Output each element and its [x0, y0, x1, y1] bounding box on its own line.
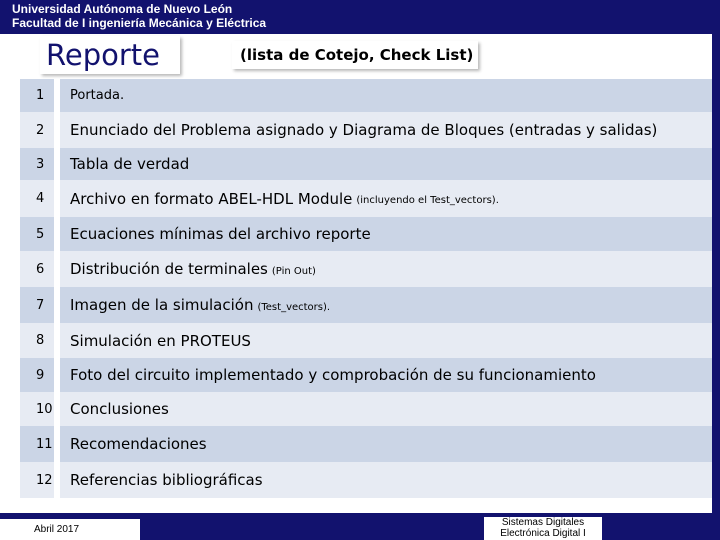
row-description [70, 251, 316, 287]
row-number: 7 [36, 297, 45, 313]
checklist-row [20, 392, 712, 426]
row-number: 12 [36, 472, 53, 488]
row-text: Tabla de verdad [70, 155, 190, 173]
row-number: 10 [36, 401, 53, 417]
checklist-row [20, 323, 712, 358]
checklist-row [20, 79, 712, 112]
row-description [70, 392, 169, 426]
footer-date: Abril 2017 [34, 524, 80, 535]
row-description [70, 426, 207, 462]
row-number: 2 [36, 122, 45, 138]
row-description [70, 79, 124, 112]
row-number: 3 [36, 156, 45, 172]
row-description [70, 112, 657, 148]
checklist-row [20, 462, 712, 498]
row-number: 6 [36, 261, 45, 277]
checklist-row [20, 217, 712, 251]
page-title: Reporte [46, 38, 160, 72]
right-stripe [712, 0, 720, 540]
page-subtitle: (lista de Cotejo, Check List) [240, 46, 474, 64]
row-text: Recomendaciones [70, 435, 207, 453]
row-number: 1 [36, 88, 45, 103]
row-text: Simulación en PROTEUS [70, 331, 251, 350]
university-name: Universidad Autónoma de Nuevo León [12, 2, 233, 16]
footer-course [484, 517, 602, 539]
row-text: Imagen de la simulación [70, 296, 254, 314]
row-number: 5 [36, 226, 45, 242]
row-number: 4 [36, 191, 45, 206]
row-text: Archivo en formato ABEL-HDL Module [70, 189, 353, 208]
row-text: Ecuaciones mínimas del archivo reporte [70, 225, 371, 243]
row-description [70, 148, 189, 180]
footer-course-line2: Electrónica Digital I [500, 528, 586, 539]
row-note: (Test_vectors). [257, 301, 331, 313]
footer-course-line1: Sistemas Digitales [501, 517, 585, 528]
checklist-row [20, 287, 712, 323]
row-text: Conclusiones [70, 400, 169, 418]
row-description [70, 462, 263, 498]
row-text: Distribución de terminales [70, 260, 268, 278]
checklist-row [20, 180, 712, 217]
row-text: Referencias bibliográficas [70, 471, 263, 489]
row-number: 8 [36, 333, 45, 348]
checklist-row [20, 148, 712, 180]
row-description [70, 323, 251, 358]
row-text: Portada. [70, 88, 125, 103]
row-description [70, 217, 371, 251]
row-note: (Pin Out) [271, 265, 316, 277]
row-text: Foto del circuito implementado y comprobación de su funcionamiento [70, 366, 596, 384]
checklist-row [20, 251, 712, 287]
row-note: (incluyendo el Test_vectors). [356, 195, 499, 206]
row-number: 11 [36, 436, 53, 452]
row-description [70, 358, 596, 392]
row-text: Enunciado del Problema asignado y Diagrama de Bloques (entradas y salidas) [70, 121, 658, 139]
checklist-row [20, 426, 712, 462]
row-description [70, 287, 330, 323]
checklist-row [20, 112, 712, 148]
row-description [70, 180, 499, 217]
row-number: 9 [36, 367, 45, 383]
checklist-row [20, 358, 712, 392]
faculty-name: Facultad de I ingeniería Mecánica y Eléctrica [12, 16, 267, 30]
